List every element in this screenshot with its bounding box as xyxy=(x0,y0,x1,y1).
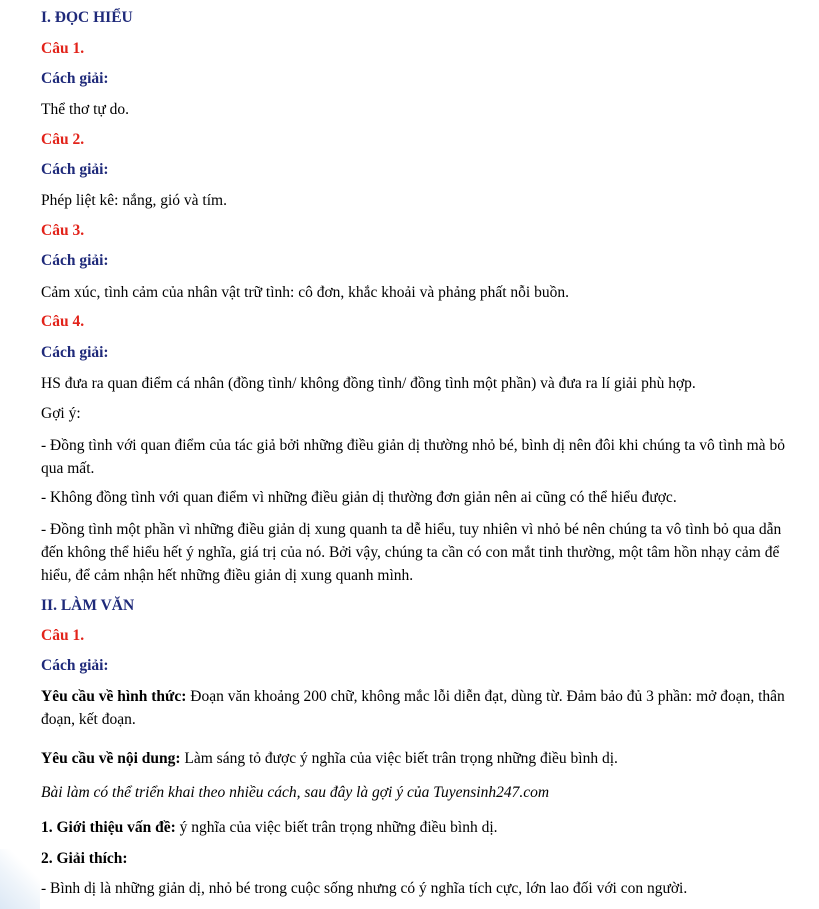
intro-point-label: 1. Giới thiệu vấn đề: xyxy=(41,819,176,836)
section-heading-reading: I. ĐỌC HIỂU xyxy=(41,9,133,26)
question-4-label: Câu 4. xyxy=(41,313,85,330)
question-2-answer: Phép liệt kê: nắng, gió và tím. xyxy=(41,192,227,209)
intro-point xyxy=(41,818,498,838)
explain-label: 2. Giải thích: xyxy=(41,850,128,867)
method-label: Cách giải: xyxy=(41,657,109,674)
content-requirement xyxy=(41,749,618,769)
form-requirement xyxy=(41,685,791,731)
method-label: Cách giải: xyxy=(41,70,109,87)
question-1-answer: Thể thơ tự do. xyxy=(41,101,130,118)
hint-item: - Đồng tình một phần vì những điều giản dị xung quanh ta dễ hiểu, tuy nhiên vì nhỏ bé nên chúng ta vô tình bỏ qua dẫn đến không thể hiểu hết ý nghĩa, giá trị của nó. Bởi vậy, chúng ta cần có con mắt tinh thường, một tâm hồn nhạy cảm để hiểu, để cảm nhận hết những điều giản dị xung quanh mình. xyxy=(41,521,782,584)
question-1-label: Câu 1. xyxy=(41,40,85,57)
hint-label: Gợi ý: xyxy=(41,405,81,422)
form-requirement-text: Đoạn văn khoảng 200 chữ, không mắc lỗi diễn đạt, dùng từ. Đảm bảo đủ 3 phần: mở đoạn, thân đoạn, kết đoạn. xyxy=(41,688,785,728)
question-3-answer: Cảm xúc, tình cảm của nhân vật trữ tình: cô đơn, khắc khoải và phảng phất nỗi buồn. xyxy=(41,284,569,301)
content-requirement-text: Làm sáng tỏ được ý nghĩa của việc biết trân trọng những điều bình dị. xyxy=(180,750,618,767)
content-requirement-label: Yêu cầu về nội dung: xyxy=(41,750,181,767)
section-heading-writing: II. LÀM VĂN xyxy=(41,597,135,614)
hint-item: - Đồng tình với quan điểm của tác giả bởi những điều giản dị thường nhỏ bé, bình dị nên đôi khi chúng ta vô tình mà bỏ qua mất. xyxy=(41,437,785,477)
writing-note: Bài làm có thể triển khai theo nhiều cách, sau đây là gợi ý của Tuyensinh247.com xyxy=(41,784,550,801)
question-4-answer: HS đưa ra quan điểm cá nhân (đồng tình/ không đồng tình/ đồng tình một phần) và đưa ra lí giải phù hợp. xyxy=(41,375,696,392)
form-requirement-label: Yêu cầu về hình thức: xyxy=(41,688,187,705)
explain-text: - Bình dị là những giản dị, nhỏ bé trong cuộc sống nhưng có ý nghĩa tích cực, lớn lao đối với con người. xyxy=(41,880,688,897)
writing-question-1-label: Câu 1. xyxy=(41,627,85,644)
question-3-label: Câu 3. xyxy=(41,222,85,239)
corner-decoration xyxy=(0,849,40,909)
method-label: Cách giải: xyxy=(41,344,109,361)
method-label: Cách giải: xyxy=(41,252,109,269)
hint-item: - Không đồng tình với quan điểm vì những điều giản dị thường đơn giản nên ai cũng có thể hiểu được. xyxy=(41,489,677,506)
question-2-label: Câu 2. xyxy=(41,131,85,148)
intro-point-text: ý nghĩa của việc biết trân trọng những điều bình dị. xyxy=(175,819,498,836)
method-label: Cách giải: xyxy=(41,161,109,178)
